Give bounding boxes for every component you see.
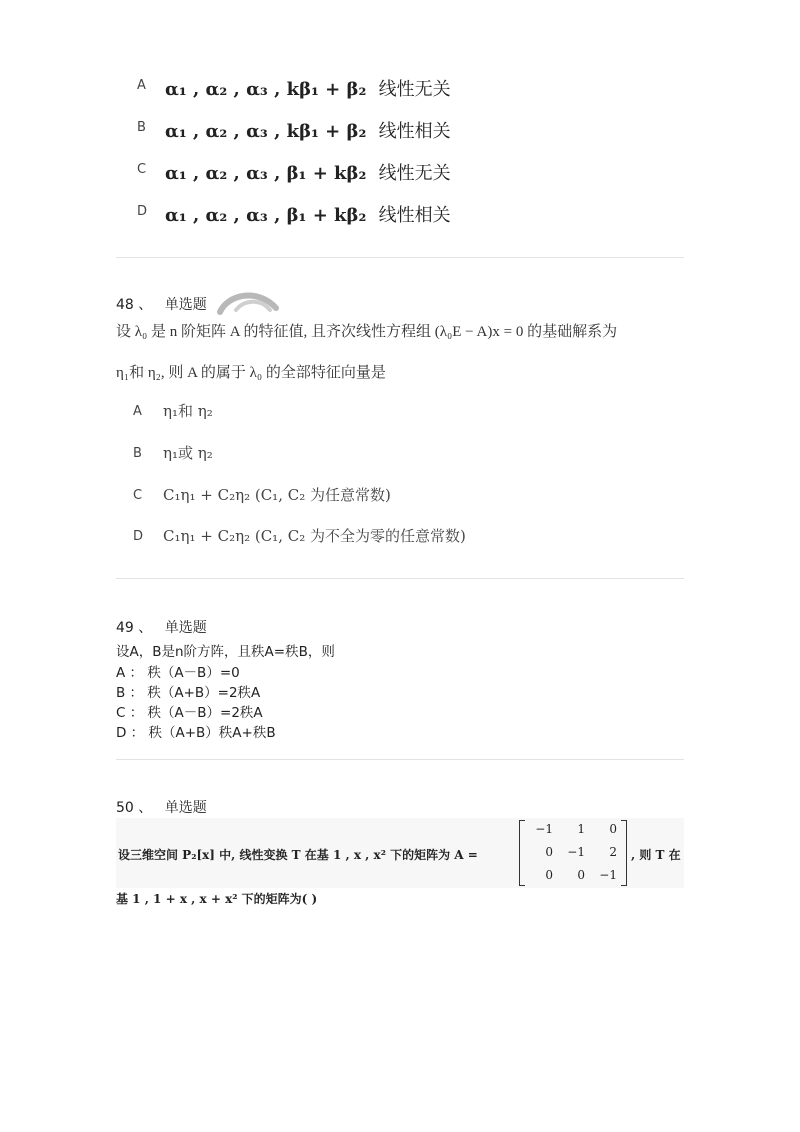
q48-option-a-text: η₁和 η₂ [163, 402, 213, 420]
q47-option-a-expr [165, 75, 451, 101]
matrix-cell: −1 [599, 868, 617, 882]
q48-option-c-text: C₁η₁ + C₂η₂ (C₁, C₂ 为任意常数) [163, 486, 391, 504]
decorative-swoosh-icon [214, 288, 280, 316]
matrix-cell: 1 [577, 822, 585, 836]
q47-option-b-letter: B [137, 120, 146, 135]
q47-option-a-letter: A [137, 78, 146, 93]
q47-option-d-expr [165, 201, 451, 227]
q48-option-d-letter: D [133, 529, 144, 544]
q48-stem-line1: 设 λ₀ 是 n 阶矩阵 A 的特征值, 且齐次线性方程组 (λ₀E − A)x = 0 的基础解系为 [116, 324, 618, 340]
q49-type: 单选题 [164, 620, 207, 636]
q50-stem-line1-pre: 设三维空间 P₂[x] 中, 线性变换 T 在基 1 , x , x² 下的矩阵为 A = [118, 848, 478, 862]
matrix-cell: −1 [535, 822, 553, 836]
q48-option-d-text: C₁η₁ + C₂η₂ (C₁, C₂ 为不全为零的任意常数) [163, 527, 466, 545]
q47-option-b-expr [165, 117, 451, 143]
q49-stem: 设A，B是n阶方阵，且秩A=秩B，则 [116, 644, 335, 660]
q48-stem-line2: η₁和 η₂, 则 A 的属于 λ₀ 的全部特征向量是 [116, 365, 386, 381]
matrix-right-bracket [621, 820, 627, 886]
matrix-cell: −1 [567, 845, 585, 859]
q47-option-a-formula: α₁ , α₂ , α₃ , kβ₁ + β₂ [165, 79, 367, 100]
q47-option-c-text: 线性无关 [378, 163, 451, 184]
q50-type: 单选题 [164, 800, 207, 816]
matrix-cell: 0 [545, 845, 553, 859]
q47-option-a-text: 线性无关 [378, 79, 451, 100]
q49-number: 49 、 [116, 620, 153, 636]
divider [116, 759, 684, 760]
q47-option-b-text: 线性相关 [378, 121, 451, 142]
q47-option-c-expr [165, 159, 451, 185]
q47-option-d-formula: α₁ , α₂ , α₃ , β₁ + kβ₂ [165, 205, 367, 226]
q50-stem-line1-post: , 则 T 在 [631, 848, 681, 862]
q48-option-a-letter: A [133, 404, 142, 419]
matrix-cell: 0 [577, 868, 585, 882]
divider [116, 578, 684, 579]
q50-header [116, 797, 207, 817]
q49-option-a: A ： 秩（A－B）=0 [116, 665, 240, 681]
matrix-cell: 0 [609, 822, 617, 836]
q48-type: 单选题 [164, 297, 207, 313]
q49-option-b: B ： 秩（A+B）=2秩A [116, 685, 261, 701]
q48-option-c-letter: C [133, 488, 143, 503]
q49-header [116, 617, 207, 637]
q49-option-c: C ： 秩（A－B）=2秩A [116, 705, 263, 721]
q48-header [116, 294, 207, 314]
q47-option-d-text: 线性相关 [378, 205, 451, 226]
q50-number: 50 、 [116, 800, 153, 816]
q49-option-d: D ： 秩（A+B）秩A+秩B [116, 725, 276, 741]
divider [116, 257, 684, 258]
matrix-cell: 2 [609, 845, 617, 859]
q47-option-c-letter: C [137, 162, 147, 177]
q48-option-b-text: η₁或 η₂ [163, 444, 213, 462]
q47-option-c-formula: α₁ , α₂ , α₃ , β₁ + kβ₂ [165, 163, 367, 184]
q48-number: 48 、 [116, 297, 153, 313]
q50-matrix [519, 820, 627, 886]
q47-option-b-formula: α₁ , α₂ , α₃ , kβ₁ + β₂ [165, 121, 367, 142]
q47-option-d-letter: D [137, 204, 148, 219]
matrix-cell: 0 [545, 868, 553, 882]
q48-option-b-letter: B [133, 446, 142, 461]
matrix-left-bracket [519, 820, 525, 886]
q50-stem-line2: 基 1 , 1 + x , x + x² 下的矩阵为( ) [116, 892, 318, 906]
